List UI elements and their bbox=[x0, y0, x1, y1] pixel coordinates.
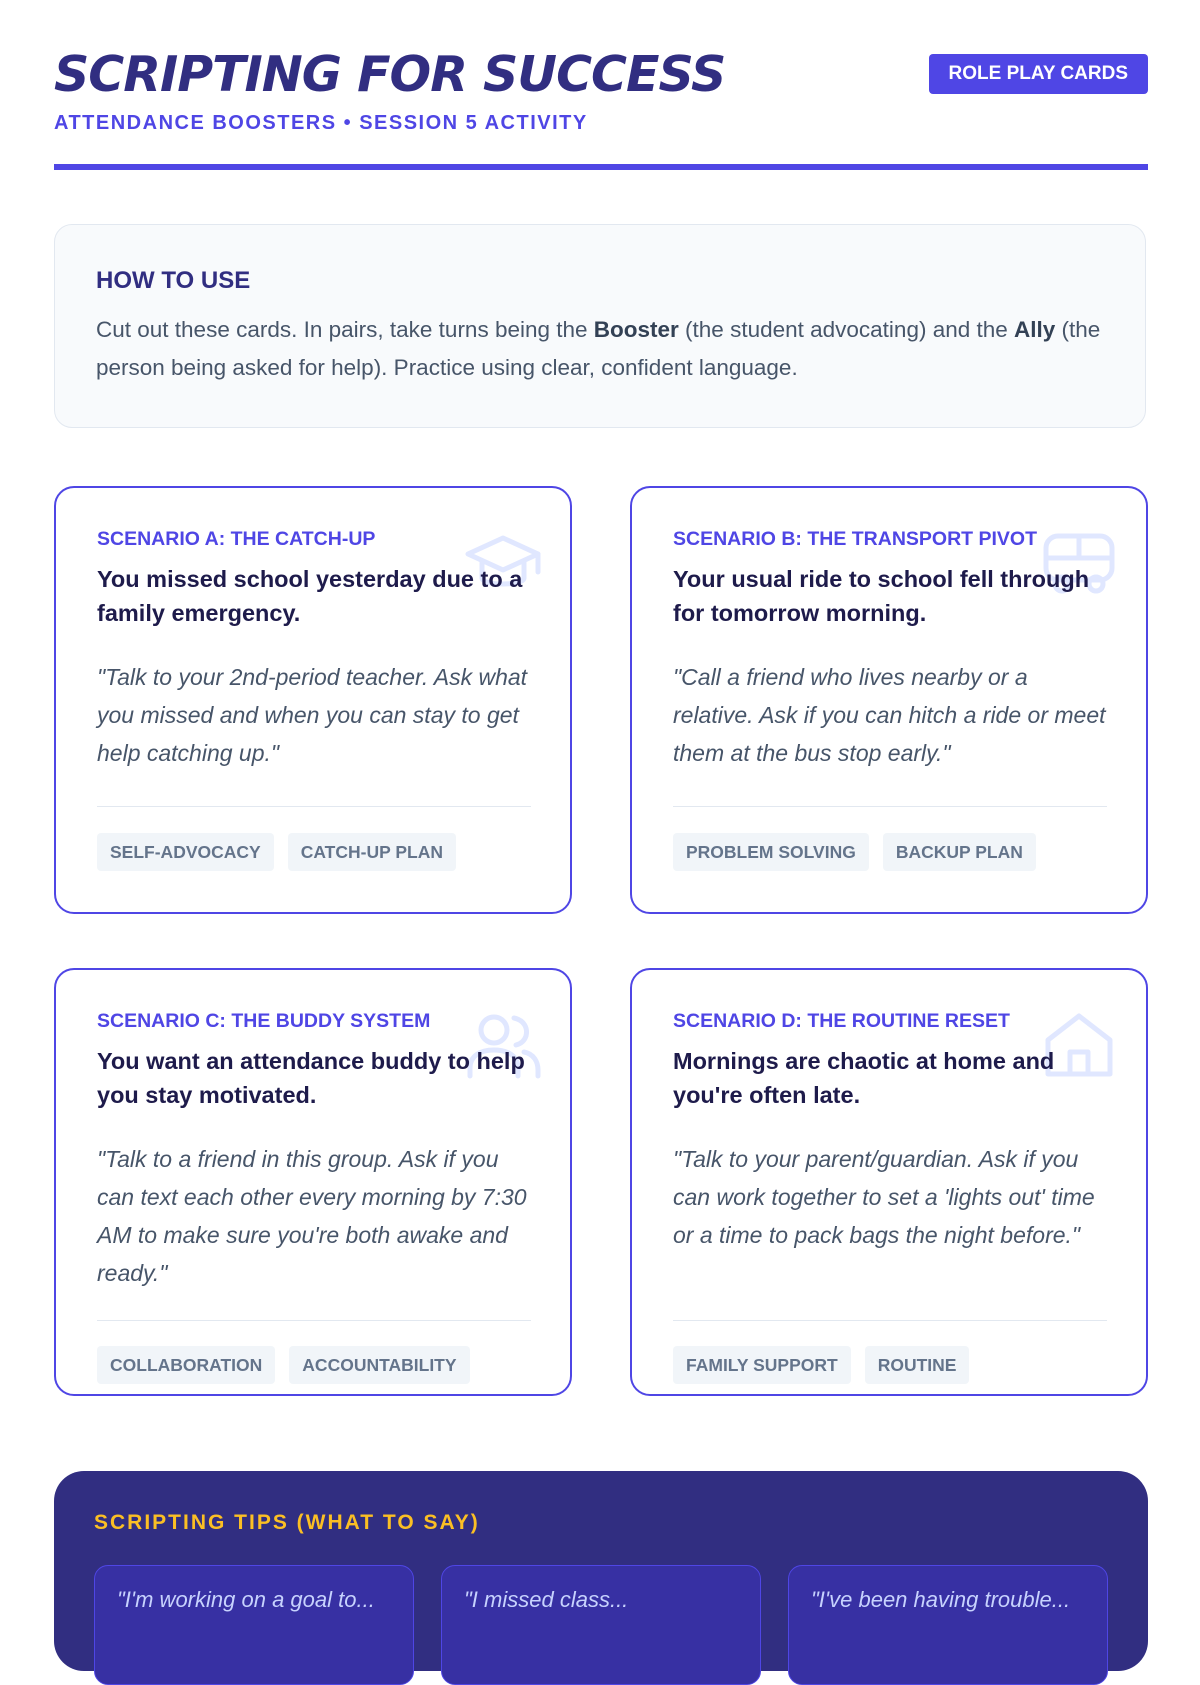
skill-tag: ACCOUNTABILITY bbox=[289, 1346, 469, 1384]
booster-term: Booster bbox=[593, 317, 679, 342]
skill-tag: CATCH-UP PLAN bbox=[288, 833, 456, 871]
page-header bbox=[54, 0, 1148, 170]
scenario-script: "Talk to your parent/guardian. Ask if you can work together to set a 'lights out' time or a time to pack bags the night before." bbox=[673, 1146, 1095, 1248]
tip-card bbox=[788, 1565, 1108, 1685]
ally-term: Ally bbox=[1014, 317, 1056, 342]
tag-list bbox=[673, 1346, 969, 1384]
card-divider bbox=[673, 1320, 1107, 1321]
tip-text: "I've been having trouble... bbox=[811, 1587, 1071, 1612]
tip-card bbox=[94, 1565, 414, 1685]
scripting-tips-panel bbox=[54, 1471, 1148, 1671]
tag-list bbox=[97, 1346, 470, 1384]
tip-text: "I'm working on a goal to... bbox=[117, 1587, 375, 1612]
page-subtitle: ATTENDANCE BOOSTERS • SESSION 5 ACTIVITY bbox=[54, 112, 588, 134]
tip-text: "I missed class... bbox=[464, 1587, 629, 1612]
scenario-card-c bbox=[54, 968, 572, 1396]
skill-tag: FAMILY SUPPORT bbox=[673, 1346, 851, 1384]
tag-list bbox=[97, 833, 456, 871]
tag-list bbox=[673, 833, 1036, 871]
skill-tag: COLLABORATION bbox=[97, 1346, 275, 1384]
scripting-tips-title: SCRIPTING TIPS (WHAT TO SAY) bbox=[94, 1511, 480, 1534]
how-to-text-part: (the student advocating) and the bbox=[678, 317, 1015, 342]
card-divider bbox=[673, 806, 1107, 807]
card-divider bbox=[97, 806, 531, 807]
page-title: SCRIPTING FOR SUCCESS bbox=[54, 46, 726, 103]
how-to-text-part: Cut out these cards. In pairs, take turns being the bbox=[96, 317, 594, 342]
skill-tag: BACKUP PLAN bbox=[883, 833, 1036, 871]
skill-tag: ROUTINE bbox=[865, 1346, 970, 1384]
scenario-label: SCENARIO B: THE TRANSPORT PIVOT bbox=[673, 528, 1038, 550]
scenario-card-d bbox=[630, 968, 1148, 1396]
tip-card bbox=[441, 1565, 761, 1685]
scenario-heading: You want an attendance buddy to help you stay motivated. bbox=[97, 1048, 525, 1108]
scenario-card-a bbox=[54, 486, 572, 914]
scenario-heading: Your usual ride to school fell through for tomorrow morning. bbox=[673, 566, 1090, 626]
scenario-script: "Talk to a friend in this group. Ask if you can text each other every morning by 7:30 AM to make sure you're both awake and ready." bbox=[97, 1146, 527, 1286]
skill-tag: PROBLEM SOLVING bbox=[673, 833, 869, 871]
scenario-heading: Mornings are chaotic at home and you're often late. bbox=[673, 1048, 1055, 1108]
how-to-text-part: (the person being asked for help). Practice using clear, confident language. bbox=[96, 317, 1101, 380]
scenario-heading: You missed school yesterday due to a family emergency. bbox=[97, 566, 523, 626]
scenario-label: SCENARIO A: THE CATCH-UP bbox=[97, 528, 376, 550]
scenario-label: SCENARIO C: THE BUDDY SYSTEM bbox=[97, 1010, 431, 1032]
skill-tag: SELF-ADVOCACY bbox=[97, 833, 274, 871]
scenario-card-b bbox=[630, 486, 1148, 914]
scenario-label: SCENARIO D: THE ROUTINE RESET bbox=[673, 1010, 1010, 1032]
header-divider bbox=[54, 164, 1148, 170]
how-to-use-title: HOW TO USE bbox=[96, 267, 251, 294]
card-divider bbox=[97, 1320, 531, 1321]
how-to-use-text bbox=[96, 311, 1106, 387]
worksheet-page bbox=[54, 0, 1148, 1612]
role-play-badge: ROLE PLAY CARDS bbox=[929, 54, 1148, 94]
scenario-script: "Talk to your 2nd-period teacher. Ask what you missed and when you can stay to get help catching up." bbox=[97, 664, 528, 766]
how-to-use-box bbox=[54, 224, 1146, 428]
scenario-script: "Call a friend who lives nearby or a relative. Ask if you can hitch a ride or meet them at the bus stop early." bbox=[673, 664, 1106, 766]
